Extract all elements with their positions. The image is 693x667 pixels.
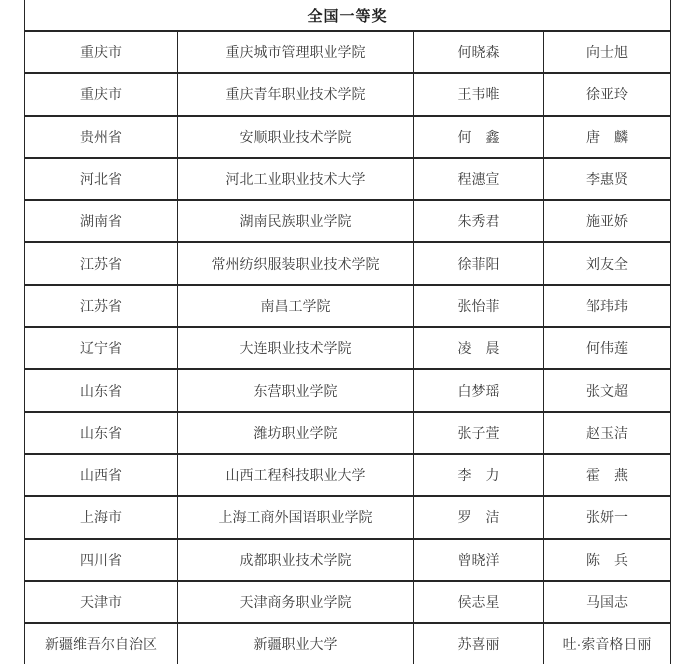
member-two-cell: 张文超: [544, 369, 671, 411]
school-cell: 湖南民族职业学院: [178, 200, 414, 242]
table-row: [25, 200, 671, 242]
member-two-cell: 李惠贤: [544, 158, 671, 200]
province-cell: 山东省: [25, 412, 178, 454]
title-row: [25, 0, 671, 31]
table-row: [25, 31, 671, 73]
award-winners-table: [24, 0, 671, 664]
province-cell: 重庆市: [25, 31, 178, 73]
member-two-cell: 吐·索音格日丽: [544, 623, 671, 664]
member-two-cell: 马国志: [544, 581, 671, 623]
table-row: [25, 496, 671, 538]
table-row: [25, 623, 671, 664]
province-cell: 新疆维吾尔自治区: [25, 623, 178, 664]
table-row: [25, 581, 671, 623]
member-one-cell: 朱秀君: [414, 200, 544, 242]
school-cell: 重庆青年职业技术学院: [178, 73, 414, 115]
school-cell: 东营职业学院: [178, 369, 414, 411]
member-one-cell: 何晓森: [414, 31, 544, 73]
province-cell: 湖南省: [25, 200, 178, 242]
member-one-cell: 程潓宣: [414, 158, 544, 200]
school-cell: 天津商务职业学院: [178, 581, 414, 623]
member-two-cell: 徐亚玲: [544, 73, 671, 115]
member-one-cell: 侯志星: [414, 581, 544, 623]
school-cell: 新疆职业大学: [178, 623, 414, 664]
member-two-cell: 邹玮玮: [544, 285, 671, 327]
school-cell: 大连职业技术学院: [178, 327, 414, 369]
table-title: 全国一等奖: [25, 0, 671, 31]
member-one-cell: 张子萱: [414, 412, 544, 454]
table-row: [25, 539, 671, 581]
member-two-cell: 赵玉洁: [544, 412, 671, 454]
province-cell: 山西省: [25, 454, 178, 496]
province-cell: 河北省: [25, 158, 178, 200]
member-two-cell: 陈 兵: [544, 539, 671, 581]
table-row: [25, 116, 671, 158]
table-row: [25, 454, 671, 496]
member-one-cell: 曾晓洋: [414, 539, 544, 581]
province-cell: 山东省: [25, 369, 178, 411]
school-cell: 山西工程科技职业大学: [178, 454, 414, 496]
table-body: [25, 31, 671, 664]
member-two-cell: 张妍一: [544, 496, 671, 538]
member-one-cell: 张怡菲: [414, 285, 544, 327]
member-two-cell: 唐 麟: [544, 116, 671, 158]
school-cell: 安顺职业技术学院: [178, 116, 414, 158]
table-row: [25, 369, 671, 411]
province-cell: 江苏省: [25, 285, 178, 327]
member-one-cell: 李 力: [414, 454, 544, 496]
member-two-cell: 何伟莲: [544, 327, 671, 369]
table-row: [25, 285, 671, 327]
school-cell: 河北工业职业技术大学: [178, 158, 414, 200]
province-cell: 四川省: [25, 539, 178, 581]
member-one-cell: 王韦唯: [414, 73, 544, 115]
table-row: [25, 412, 671, 454]
member-one-cell: 苏喜丽: [414, 623, 544, 664]
school-cell: 潍坊职业学院: [178, 412, 414, 454]
school-cell: 重庆城市管理职业学院: [178, 31, 414, 73]
member-two-cell: 霍 燕: [544, 454, 671, 496]
member-two-cell: 向士旭: [544, 31, 671, 73]
province-cell: 上海市: [25, 496, 178, 538]
school-cell: 南昌工学院: [178, 285, 414, 327]
province-cell: 天津市: [25, 581, 178, 623]
member-one-cell: 白梦瑶: [414, 369, 544, 411]
school-cell: 成都职业技术学院: [178, 539, 414, 581]
table-header: [25, 0, 671, 31]
table-row: [25, 73, 671, 115]
table-row: [25, 242, 671, 284]
province-cell: 辽宁省: [25, 327, 178, 369]
school-cell: 常州纺织服装职业技术学院: [178, 242, 414, 284]
school-cell: 上海工商外国语职业学院: [178, 496, 414, 538]
province-cell: 江苏省: [25, 242, 178, 284]
table-row: [25, 158, 671, 200]
member-one-cell: 凌 晨: [414, 327, 544, 369]
member-two-cell: 施亚娇: [544, 200, 671, 242]
member-two-cell: 刘友全: [544, 242, 671, 284]
member-one-cell: 罗 洁: [414, 496, 544, 538]
province-cell: 贵州省: [25, 116, 178, 158]
member-one-cell: 徐菲阳: [414, 242, 544, 284]
member-one-cell: 何 鑫: [414, 116, 544, 158]
province-cell: 重庆市: [25, 73, 178, 115]
table-row: [25, 327, 671, 369]
